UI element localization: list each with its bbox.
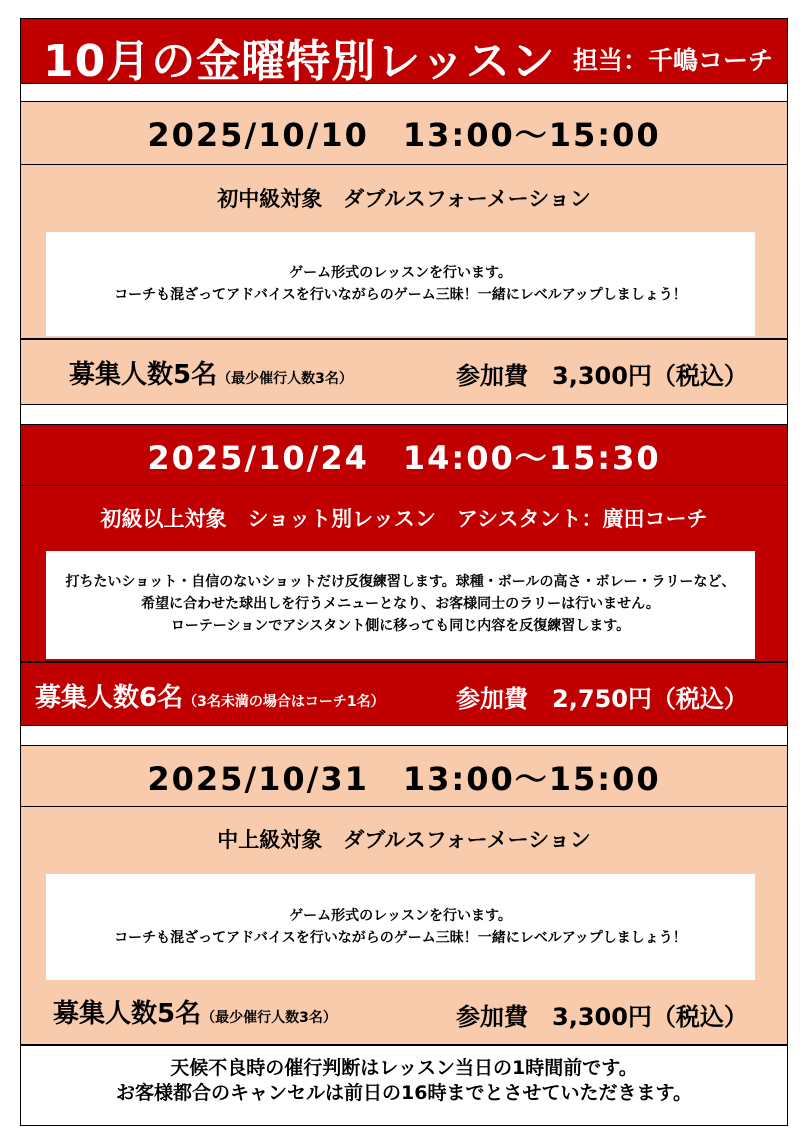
lesson-3-description xyxy=(46,874,755,980)
lesson-3-capacity-note: （最少催行人数3名） xyxy=(201,1010,337,1026)
lesson-1-datetime: 2025/10/10 13:00～15:00 xyxy=(20,101,788,165)
lesson-2-target: 初級以上対象 ショット別レッスン アシスタント：廣田コーチ xyxy=(100,507,708,531)
lesson-2-fee: 参加費 2,750円（税込） xyxy=(456,685,748,713)
lesson-1-description-line: コーチも混ざってアドバイスを行いながらのゲーム三昧！一緒にレベルアップしましょう！ xyxy=(114,287,687,303)
lesson-2-datetime: 2025/10/24 14:00～15:30 xyxy=(20,424,788,486)
page-title: 10月の金曜特別レッスン xyxy=(43,36,556,87)
lesson-1-capacity: 募集人数5名（最少催行人数3名） xyxy=(69,360,353,390)
lesson-1-capacity-note: （最少催行人数3名） xyxy=(217,371,353,387)
notice-line: 天候不良時の催行判断はレッスン当日の1時間前です。 xyxy=(170,1057,638,1079)
lesson-2-description-line: 希望に合わせた球出しを行うメニューとなり、お客様同士のラリーは行いません。 xyxy=(141,596,660,612)
lesson-2-footer xyxy=(20,662,788,726)
lesson-3-target: 中上級対象 ダブルスフォーメーション xyxy=(217,828,591,852)
lesson-3-description-line: ゲーム形式のレッスンを行います。 xyxy=(289,908,512,924)
lesson-1-footer xyxy=(20,339,788,405)
lesson-3-fee: 参加費 3,300円（税込） xyxy=(456,1003,748,1031)
lesson-2-capacity: 募集人数6名（3名未満の場合はコーチ1名） xyxy=(35,683,385,713)
coach-label: 担当：千嶋コーチ xyxy=(572,46,773,75)
lesson-3-description-line: コーチも混ざってアドバイスを行いながらのゲーム三昧！一緒にレベルアップしましょう！ xyxy=(114,930,687,946)
notice-box xyxy=(20,1045,788,1126)
lesson-2-description xyxy=(46,551,755,659)
lesson-3-capacity: 募集人数5名（最少催行人数3名） xyxy=(53,999,337,1029)
notice-line: お客様都合のキャンセルは前日の16時までとさせていただきます。 xyxy=(116,1082,692,1104)
lesson-3-datetime: 2025/10/31 13:00～15:00 xyxy=(20,745,788,807)
lesson-1-target: 初中級対象 ダブルスフォーメーション xyxy=(217,187,591,211)
lesson-2-description-line: 打ちたいショット・自信のないショットだけ反復練習します。球種・ボールの高さ・ボレー・ラリーなど、 xyxy=(65,574,736,590)
lesson-1-description xyxy=(46,232,755,336)
lesson-2-description-line: ローテーションでアシスタント側に移っても同じ内容を反復練習します。 xyxy=(170,618,631,634)
lesson-1-fee: 参加費 3,300円（税込） xyxy=(456,362,748,390)
lesson-2-capacity-note: （3名未満の場合はコーチ1名） xyxy=(183,694,385,710)
lesson-1-description-line: ゲーム形式のレッスンを行います。 xyxy=(289,265,512,281)
header-bar xyxy=(20,18,788,87)
